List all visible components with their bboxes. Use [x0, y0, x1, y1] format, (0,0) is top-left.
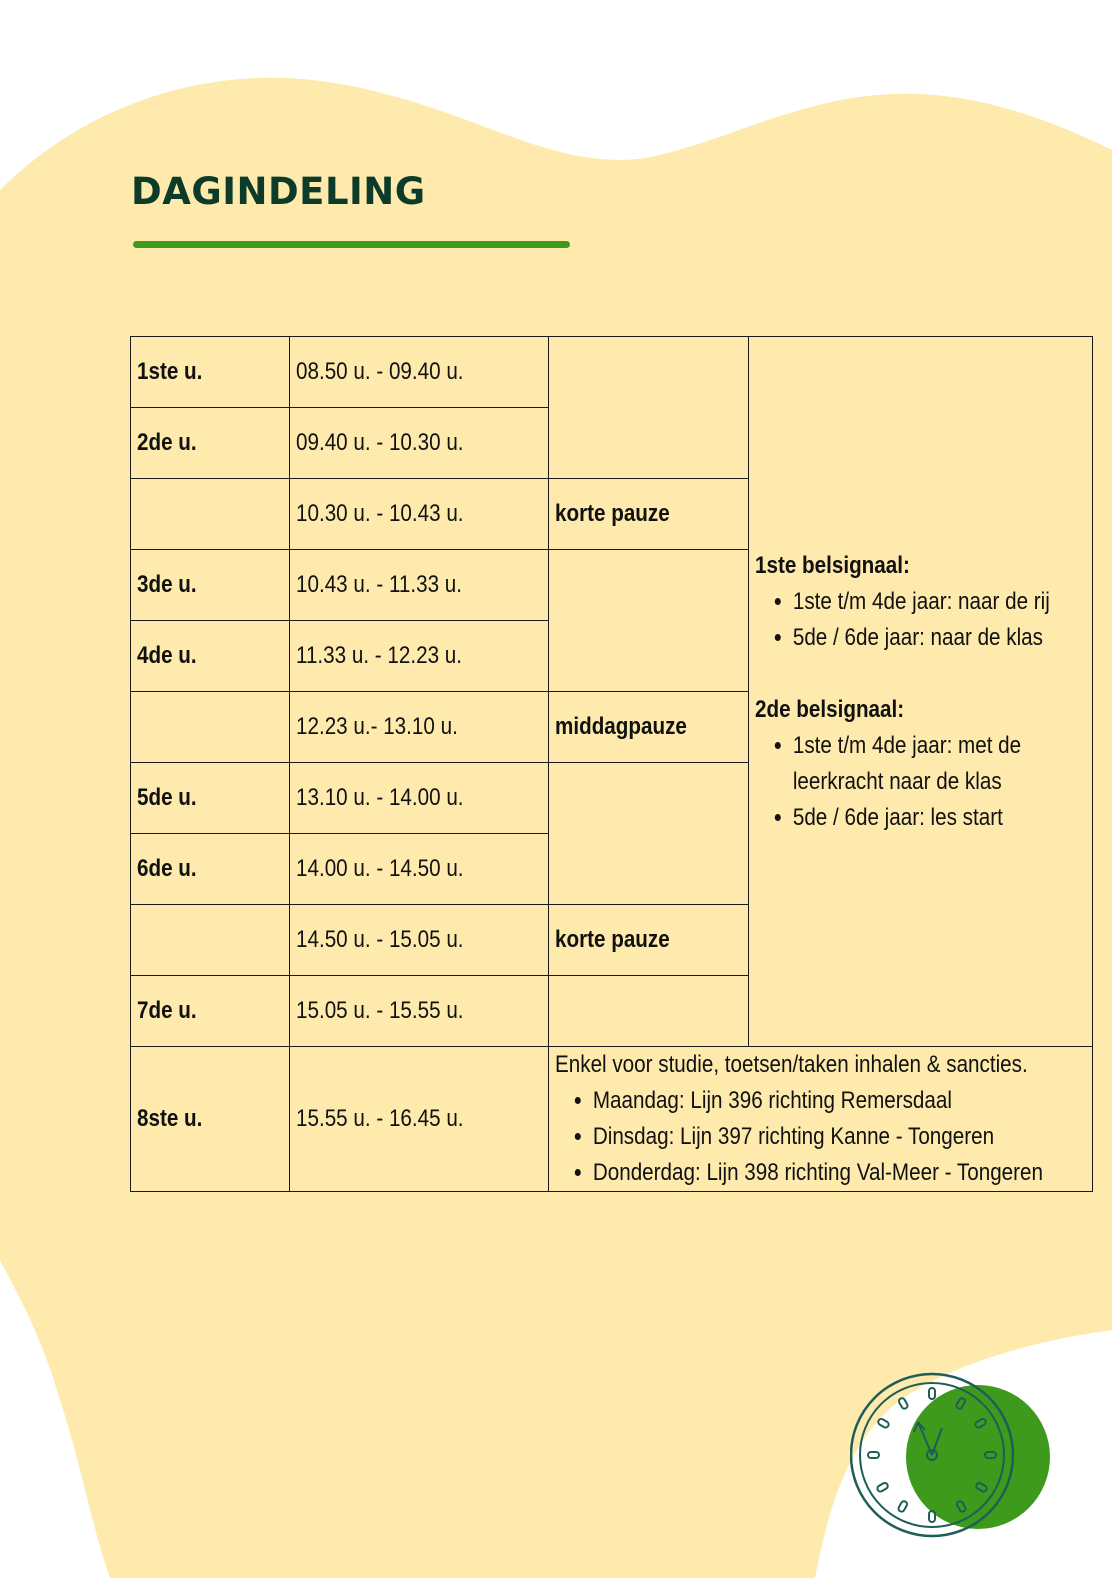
lesson-cell: 4de u. [131, 621, 290, 692]
second-signal-list [755, 728, 1090, 836]
note-cell [549, 763, 749, 905]
note-cell [549, 976, 749, 1047]
time-cell: 12.23 u.- 13.10 u. [290, 692, 549, 763]
first-signal-list [755, 584, 1090, 656]
lesson-cell: 5de u. [131, 763, 290, 834]
bell-signal-cell [749, 337, 1093, 1047]
lesson-cell: 6de u. [131, 834, 290, 905]
clock-icon [850, 1370, 1055, 1540]
list-item: • Dinsdag: Lijn 397 richting Kanne - Tongeren [593, 1119, 1088, 1155]
page-title: DAGINDELING [131, 170, 426, 213]
lesson-cell: 8ste u. [131, 1047, 290, 1192]
list-item: • 5de / 6de jaar: naar de klas [793, 620, 1091, 656]
list-item: • Donderdag: Lijn 398 richting Val-Meer - Tongeren [593, 1155, 1088, 1191]
extra-info-cell [549, 1047, 1093, 1192]
note-cell [549, 337, 749, 479]
lesson-cell: 3de u. [131, 550, 290, 621]
pause-cell: middagpauze [549, 692, 749, 763]
lesson-cell: 7de u. [131, 976, 290, 1047]
time-cell: 10.30 u. - 10.43 u. [290, 479, 549, 550]
lesson-cell: 1ste u. [131, 337, 290, 408]
extra-intro: Enkel voor studie, toetsen/taken inhalen & sancties. [555, 1051, 1028, 1078]
list-item: • Maandag: Lijn 396 richting Remersdaal [593, 1083, 1088, 1119]
time-cell: 10.43 u. - 11.33 u. [290, 550, 549, 621]
table-row [131, 1047, 1093, 1192]
title-underline [133, 241, 570, 248]
bus-lines-list [555, 1083, 1088, 1191]
list-item: • 1ste t/m 4de jaar: naar de rij [793, 584, 1091, 620]
list-item: • 1ste t/m 4de jaar: met de leerkracht naar de klas [793, 728, 1091, 800]
time-cell: 09.40 u. - 10.30 u. [290, 408, 549, 479]
first-signal-heading: 1ste belsignaal: [755, 551, 910, 579]
lesson-cell [131, 479, 290, 550]
lesson-cell [131, 692, 290, 763]
time-cell: 11.33 u. - 12.23 u. [290, 621, 549, 692]
time-cell: 14.50 u. - 15.05 u. [290, 905, 549, 976]
time-cell: 15.55 u. - 16.45 u. [290, 1047, 549, 1192]
lesson-cell [131, 905, 290, 976]
list-item: • 5de / 6de jaar: les start [793, 800, 1091, 836]
note-cell [549, 550, 749, 692]
time-cell: 15.05 u. - 15.55 u. [290, 976, 549, 1047]
lesson-cell: 2de u. [131, 408, 290, 479]
second-signal-heading: 2de belsignaal: [755, 695, 905, 723]
pause-cell: korte pauze [549, 905, 749, 976]
table-row [131, 337, 1093, 408]
time-cell: 13.10 u. - 14.00 u. [290, 763, 549, 834]
schedule-table [130, 336, 1093, 1192]
pause-cell: korte pauze [549, 479, 749, 550]
time-cell: 14.00 u. - 14.50 u. [290, 834, 549, 905]
time-cell: 08.50 u. - 09.40 u. [290, 337, 549, 408]
